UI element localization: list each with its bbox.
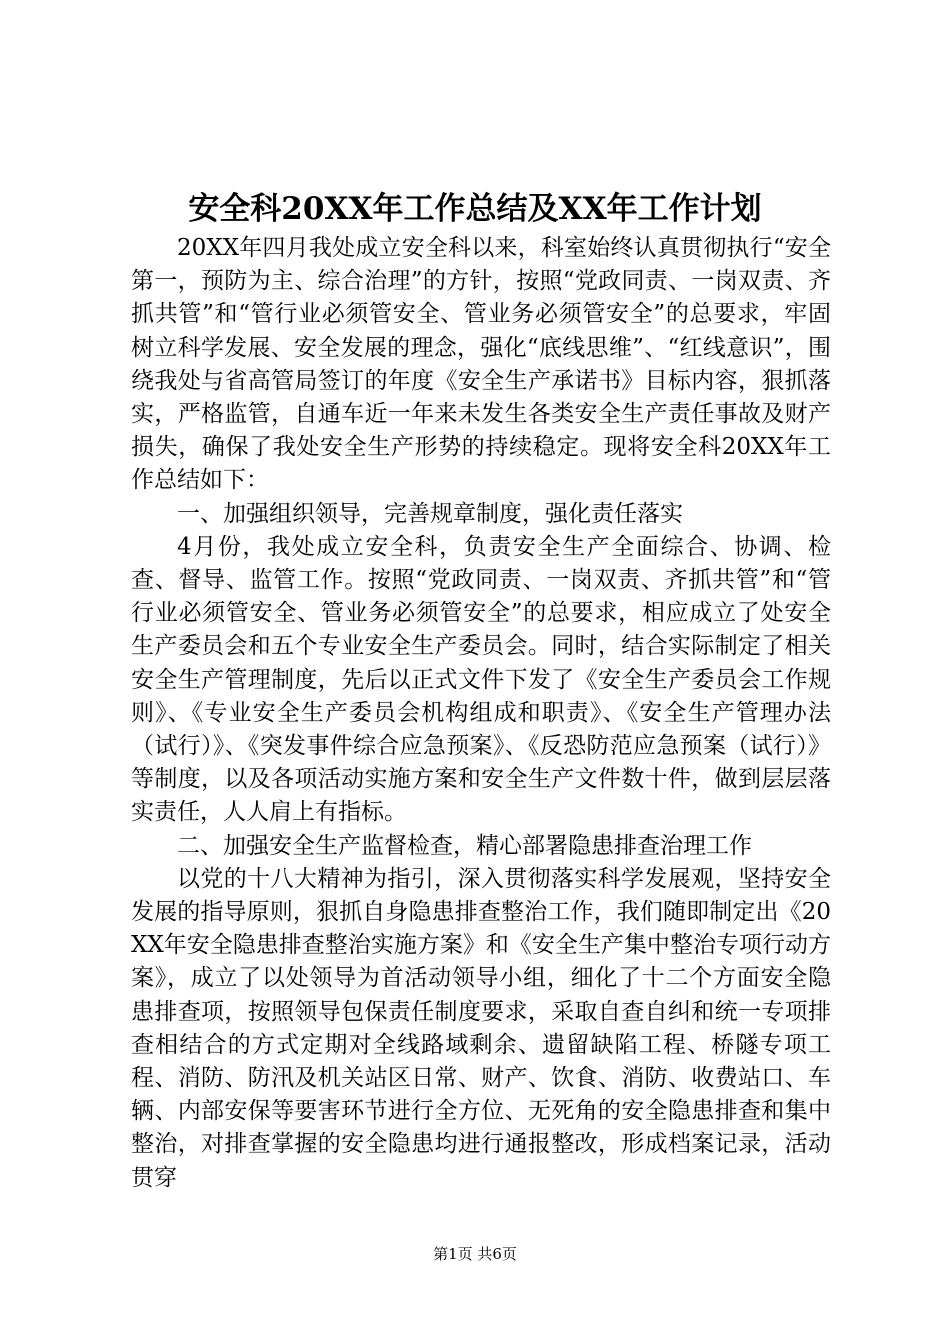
page-footer: 第1页 共6页	[433, 1245, 517, 1263]
section-1-paragraph: 4月份，我处成立安全科，负责安全生产全面综合、协调、检查、督导、监管工作。按照“党政同责、一岗双责、齐抓共管”和“管行业必须管安全、管业务必须管安全”的总要求，相应成立了处安全生产委员会和五个专业安全生产委员会。同时，结合实际制定了相关安全生产管理制度，先后以正式文件下发了《安全生产委员会工作规则》、《专业安全生产委员会机构组成和职责》、《安全生产管理办法（试行）》、《突发事件综合应急预案》、《反恐防范应急预案（试行）》等制度，以及各项活动实施方案和安全生产文件数十件，做到层层落实责任，人人肩上有指标。	[131, 533, 831, 826]
document-body	[131, 232, 831, 1195]
section-2-paragraph: 以党的十八大精神为指引，深入贯彻落实科学发展观，坚持安全发展的指导原则，狠抓自身隐患排查整治工作，我们随即制定出《20XX年安全隐患排查整治实施方案》和《安全生产集中整治专项行动方案》，成立了以处领导为首活动领导小组，细化了十二个方面安全隐患排查项，按照领导包保责任制度要求，采取自查自纠和统一专项排查相结合的方式定期对全线路域剩余、遗留缺陷工程、桥隧专项工程、消防、防汛及机关站区日常、财产、饮食、消防、收费站口、车辆、内部安保等要害环节进行全方位、无死角的安全隐患排查和集中整治，对排查掌握的安全隐患均进行通报整改，形成档案记录，活动贯穿	[131, 865, 831, 1191]
intro-paragraph: 20XX年四月我处成立安全科以来，科室始终认真贯彻执行“安全第一，预防为主、综合治理”的方针，按照“党政同责、一岗双责、齐抓共管”和“管行业必须管安全、管业务必须管安全”的总要求，牢固树立科学发展、安全发展的理念，强化“底线思维”、“红线意识”，围绕我处与省高管局签订的年度《安全生产承诺书》目标内容，狠抓落实，严格监管，自通车近一年来未发生各类安全生产责任事故及财产损失，确保了我处安全生产形势的持续稳定。现将安全科20XX年工作总结如下：	[131, 235, 831, 494]
document-title: 安全科20XX年工作总结及XX年工作计划	[188, 191, 762, 227]
section-1-heading: 一、加强组织领导，完善规章制度，强化责任落实	[177, 500, 683, 527]
section-2-heading: 二、加强安全生产监督检查，精心部署隐患排查治理工作	[177, 832, 752, 859]
